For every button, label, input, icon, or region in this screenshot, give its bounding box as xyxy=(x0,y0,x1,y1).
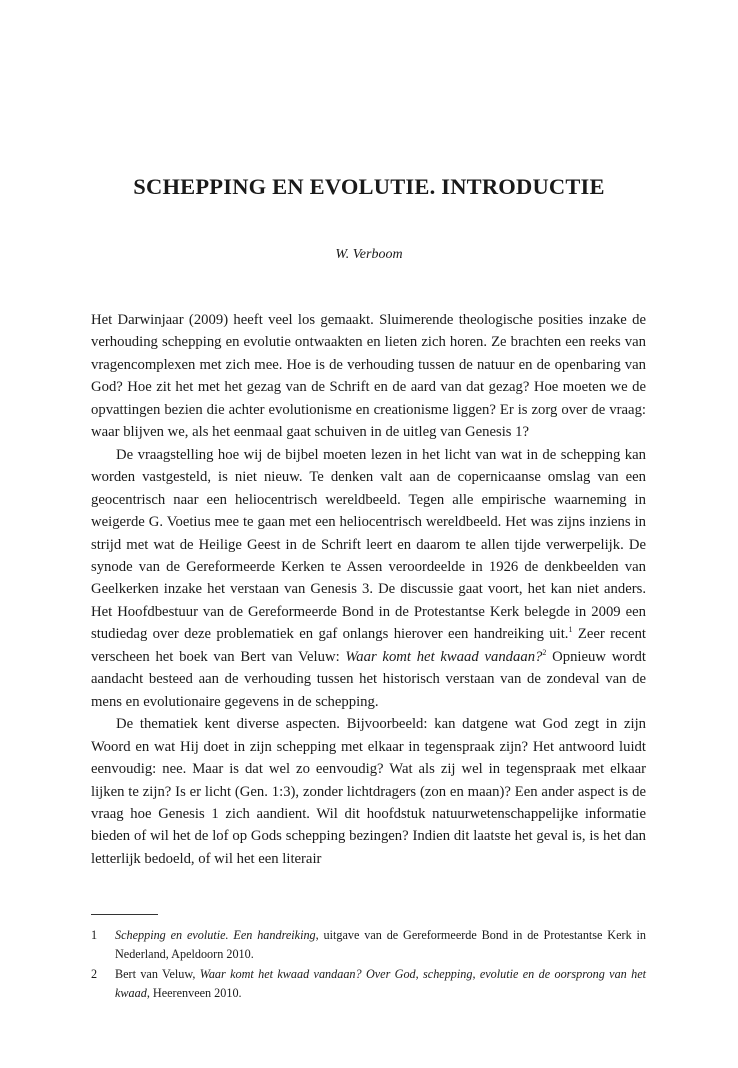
footnote-number: 1 xyxy=(91,928,98,942)
footnote-1 xyxy=(91,926,646,964)
footnotes xyxy=(91,926,646,1004)
paragraph-2-text-b: Zeer recent verscheen het boek van Bert van Veluw: xyxy=(91,626,646,665)
paragraph-2-text-a: De vraagstelling hoe wij de bijbel moeten lezen in het licht van wat in de schepping kan worden vastgesteld, is niet nieuw. Te denken valt aan de copernicaanse omslag van een geocentrisch naar een heliocentrisch wereldbeeld. Tegen alle empirische waarneming in weigerde G. Voetius mee te gaan met een heliocentrisch wereldbeeld. Het was zijns inziens in strijd met wat de Heilige Geest in de Schrift leert en daarom te allen tijde verwerpelijk. De synode van de Gereformeerde Kerken te Assen veroordeelde in 1926 de denkbeelden van Geelkerken inzake het verstaan van Genesis 3. De discussie gaat voort, het kan niet anders. Het Hoofdbestuur van de Gereformeerde Bond in de Protestantse Kerk belegde in 2009 een studiedag over deze problematiek en gaf onlangs hierover een handreiking uit. xyxy=(91,446,646,643)
footnote-ref-2[interactable]: 2 xyxy=(542,647,547,657)
body-text xyxy=(91,309,646,870)
footnote-prefix: Bert van Veluw, xyxy=(115,967,200,981)
footnote-text xyxy=(115,926,646,964)
author-name: W. Verboom xyxy=(335,247,403,262)
page-title: SCHEPPING EN EVOLUTIE. INTRODUCTIE xyxy=(133,174,605,199)
paragraph-1: Het Darwinjaar (2009) heeft veel los gemaakt. Sluimerende theologische posities inzake de verhouding schepping en evolutie ontwaakten en lieten zich horen. Ze brachten een reeks van vragencomplexen met zich mee. Hoe is de verhouding tussen de natuur en de openbaring van God? Hoe zit het met het gezag van de Schrift en de aard van dat gezag? Hoe moeten we de opvattingen bezien die achter evolutionisme en creationisme liggen? Er is zorg over de vraag: waar blijven we, als het eenmaal gaat schuiven in de uitleg van Genesis 1? xyxy=(91,312,646,441)
footnote-italic: Waar komt het kwaad vandaan? Over God, schepping, evolutie en de oorsprong van het kwaad xyxy=(115,967,646,1000)
paragraph-2 xyxy=(91,444,646,713)
footnote-number: 2 xyxy=(91,967,98,981)
footnote-text xyxy=(115,965,646,1003)
footnote-divider xyxy=(91,914,158,915)
footnote-rest: , Heerenveen 2010. xyxy=(146,986,242,1000)
footnote-rest: , uitgave van de Gereformeerde Bond in de Protestantse Kerk in Nederland, Apeldoorn 2010. xyxy=(115,928,646,961)
paragraph-2-text-c: Opnieuw wordt aandacht besteed aan de verhouding tussen het historisch verstaan van de zondeval van de mens en evolutionaire gegevens in de schepping. xyxy=(91,648,646,710)
footnote-ref-1[interactable]: 1 xyxy=(568,625,573,635)
footnote-2 xyxy=(91,965,646,1003)
footnote-italic: Schepping en evolutie. Een handreiking xyxy=(115,928,316,942)
paragraph-3: De thematiek kent diverse aspecten. Bijvoorbeeld: kan datgene wat God zegt in zijn Woord en wat Hij doet in zijn schepping met elkaar in tegenspraak zijn? Het antwoord luidt eenvoudig: nee. Maar is dat wel zo eenvoudig? Wat als zij wel in tegenspraak met elkaar lijken te zijn? Is er licht (Gen. 1:3), zonder lichtdragers (zon en maan)? Een ander aspect is de vraag hoe Genesis 1 zich aandient. Wil dit hoofdstuk natuurwetenschappelijke informatie bieden of wil het de lof op Gods schepping bezingen? Indien dit laatste het geval is, is het dan letterlijk bedoeld, of wil het een literair xyxy=(91,716,646,867)
book-title-italic: Waar komt het kwaad vandaan? xyxy=(345,648,543,665)
